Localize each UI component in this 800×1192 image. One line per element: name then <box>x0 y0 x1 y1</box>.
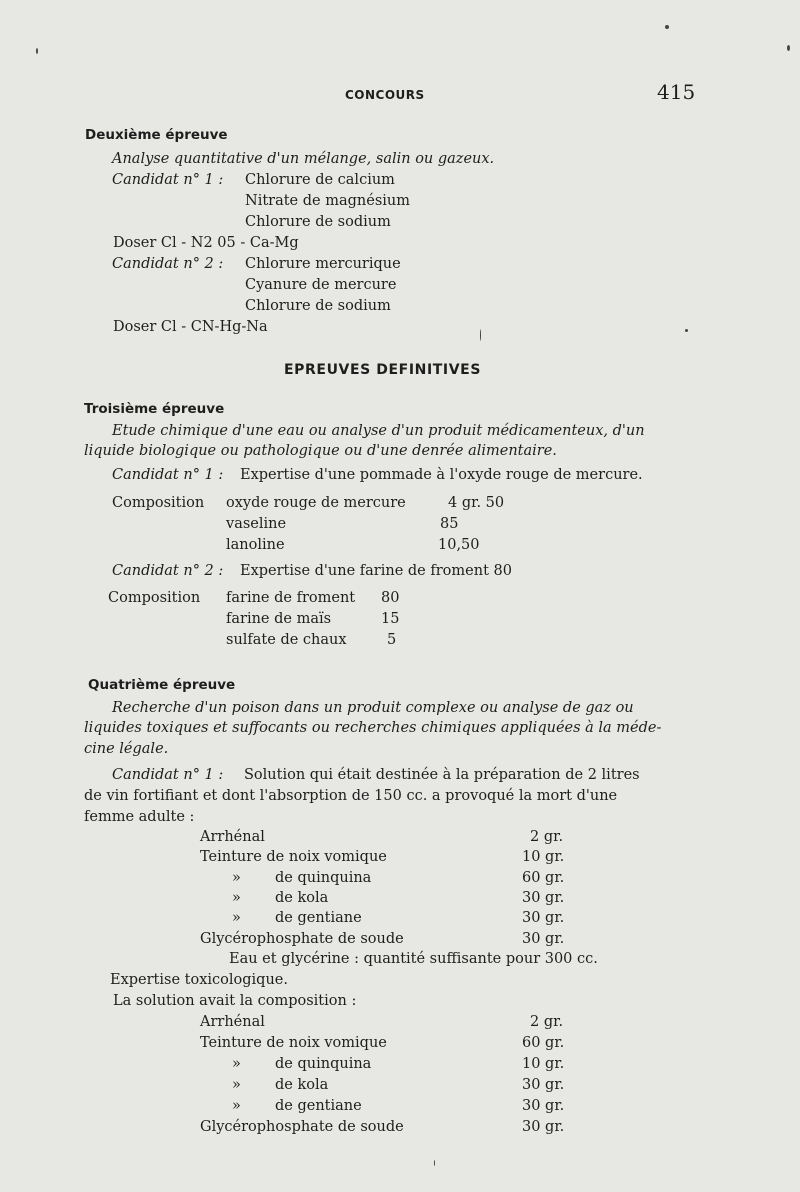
recipe1-item-name: Arrhénal <box>200 829 265 845</box>
epreuve4-c1-text-line: femme adulte : <box>84 809 195 825</box>
epreuve4-description-line: Recherche d'un poison dans un produit complexe ou analyse de gaz ou <box>112 700 634 716</box>
recipe1-ditto: » <box>232 890 241 906</box>
recipe2-item-name: Teinture de noix vomique <box>200 1035 387 1051</box>
heading-troisieme-epreuve: Troisième épreuve <box>84 401 225 417</box>
epreuve4-candidat1-label: Candidat n° 1 : <box>112 767 224 783</box>
recipe1-item-name: de kola <box>275 890 329 906</box>
expertise-line: Expertise toxicologique. <box>110 972 288 988</box>
epreuve2-c2-item: Chlorure mercurique <box>245 256 401 272</box>
recipe1-item-qty: 30 gr. <box>522 931 565 947</box>
composition-item-qty: 4 gr. 50 <box>448 495 505 511</box>
recipe1-item-qty: 60 gr. <box>522 870 565 886</box>
recipe2-item-qty: 30 gr. <box>522 1119 565 1135</box>
composition-item-qty: 80 <box>381 590 400 606</box>
epreuve4-description-line: cine légale. <box>84 741 169 757</box>
recipe1-item-qty: 30 gr. <box>522 890 565 906</box>
recipe2-item-qty: 30 gr. <box>522 1077 565 1093</box>
epreuve3-candidat2-label: Candidat n° 2 : <box>112 563 224 579</box>
epreuve2-c1-item: Nitrate de magnésium <box>245 193 410 209</box>
recipe2-item-name: Glycérophosphate de soude <box>200 1119 404 1135</box>
epreuve3-c2-task: Expertise d'une farine de froment 80 <box>240 563 512 579</box>
epreuve2-c2-doser: Doser Cl - CN-Hg-Na <box>113 319 268 335</box>
epreuve2-candidat2-label: Candidat n° 2 : <box>112 256 224 272</box>
recipe1-water-line: Eau et glycérine : quantité suffisante pour 300 cc. <box>229 951 598 967</box>
epreuve2-c1-item: Chlorure de calcium <box>245 172 395 188</box>
epreuve2-c1-doser: Doser Cl - N2 05 - Ca-Mg <box>113 235 299 251</box>
recipe1-item-name: Glycérophosphate de soude <box>200 931 404 947</box>
page-number: 415 <box>657 80 696 104</box>
epreuve4-c1-text-line: Solution qui était destinée à la préparation de 2 litres <box>244 767 640 783</box>
heading-deuxieme-epreuve: Deuxième épreuve <box>85 127 228 143</box>
epreuve3-description-line: liquide biologique ou pathologique ou d'une denrée alimentaire. <box>84 443 557 459</box>
composition-item-name: vaseline <box>226 516 287 532</box>
composition-label: Composition <box>112 495 205 511</box>
recipe2-ditto: » <box>232 1056 241 1072</box>
composition-item-name: sulfate de chaux <box>226 632 347 648</box>
recipe2-item-qty: 2 gr. <box>530 1014 564 1030</box>
section-title: EPREUVES DEFINITIVES <box>284 362 482 378</box>
recipe1-ditto: » <box>232 910 241 926</box>
recipe2-item-qty: 60 gr. <box>522 1035 565 1051</box>
recipe1-item-qty: 2 gr. <box>530 829 564 845</box>
epreuve4-c1-text-line: de vin fortifiant et dont l'absorption de 150 cc. a provoqué la mort d'une <box>84 788 618 804</box>
composition-label: Composition <box>108 590 201 606</box>
recipe2-item-qty: 10 gr. <box>522 1056 565 1072</box>
epreuve3-c1-task: Expertise d'une pommade à l'oxyde rouge de mercure. <box>240 467 643 483</box>
recipe1-item-qty: 10 gr. <box>522 849 565 865</box>
heading-quatrieme-epreuve: Quatrième épreuve <box>88 677 236 693</box>
recipe2-item-qty: 30 gr. <box>522 1098 565 1114</box>
recipe2-ditto: » <box>232 1077 241 1093</box>
scan-speck <box>685 329 688 332</box>
solution-line: La solution avait la composition : <box>113 993 357 1009</box>
recipe1-item-name: Teinture de noix vomique <box>200 849 387 865</box>
scan-speck <box>665 25 669 29</box>
composition-item-qty: 10,50 <box>438 537 480 553</box>
scan-speck <box>480 329 481 341</box>
recipe1-item-qty: 30 gr. <box>522 910 565 926</box>
epreuve2-description: Analyse quantitative d'un mélange, salin ou gazeux. <box>112 151 495 167</box>
recipe1-item-name: de quinquina <box>275 870 372 886</box>
composition-item-name: lanoline <box>226 537 285 553</box>
recipe2-item-name: de kola <box>275 1077 329 1093</box>
epreuve2-candidat1-label: Candidat n° 1 : <box>112 172 224 188</box>
epreuve3-candidat1-label: Candidat n° 1 : <box>112 467 224 483</box>
recipe2-ditto: » <box>232 1098 241 1114</box>
composition-item-name: farine de maïs <box>226 611 332 627</box>
composition-item-name: farine de froment <box>226 590 356 606</box>
recipe2-item-name: de quinquina <box>275 1056 372 1072</box>
running-title: CONCOURS <box>345 88 425 102</box>
recipe2-item-name: de gentiane <box>275 1098 362 1114</box>
epreuve4-description-line: liquides toxiques et suffocants ou recherches chimiques appliquées à la méde- <box>84 720 662 736</box>
scan-speck <box>36 48 38 54</box>
recipe2-item-name: Arrhénal <box>200 1014 265 1030</box>
composition-item-qty: 15 <box>381 611 400 627</box>
recipe1-ditto: » <box>232 870 241 886</box>
epreuve2-c1-item: Chlorure de sodium <box>245 214 391 230</box>
composition-item-qty: 5 <box>387 632 397 648</box>
scan-speck <box>787 45 790 51</box>
epreuve2-c2-item: Cyanure de mercure <box>245 277 397 293</box>
scan-speck <box>434 1160 435 1166</box>
composition-item-name: oxyde rouge de mercure <box>226 495 406 511</box>
composition-item-qty: 85 <box>440 516 459 532</box>
epreuve2-c2-item: Chlorure de sodium <box>245 298 391 314</box>
recipe1-item-name: de gentiane <box>275 910 362 926</box>
epreuve3-description-line: Etude chimique d'une eau ou analyse d'un produit médicamenteux, d'un <box>112 423 645 439</box>
